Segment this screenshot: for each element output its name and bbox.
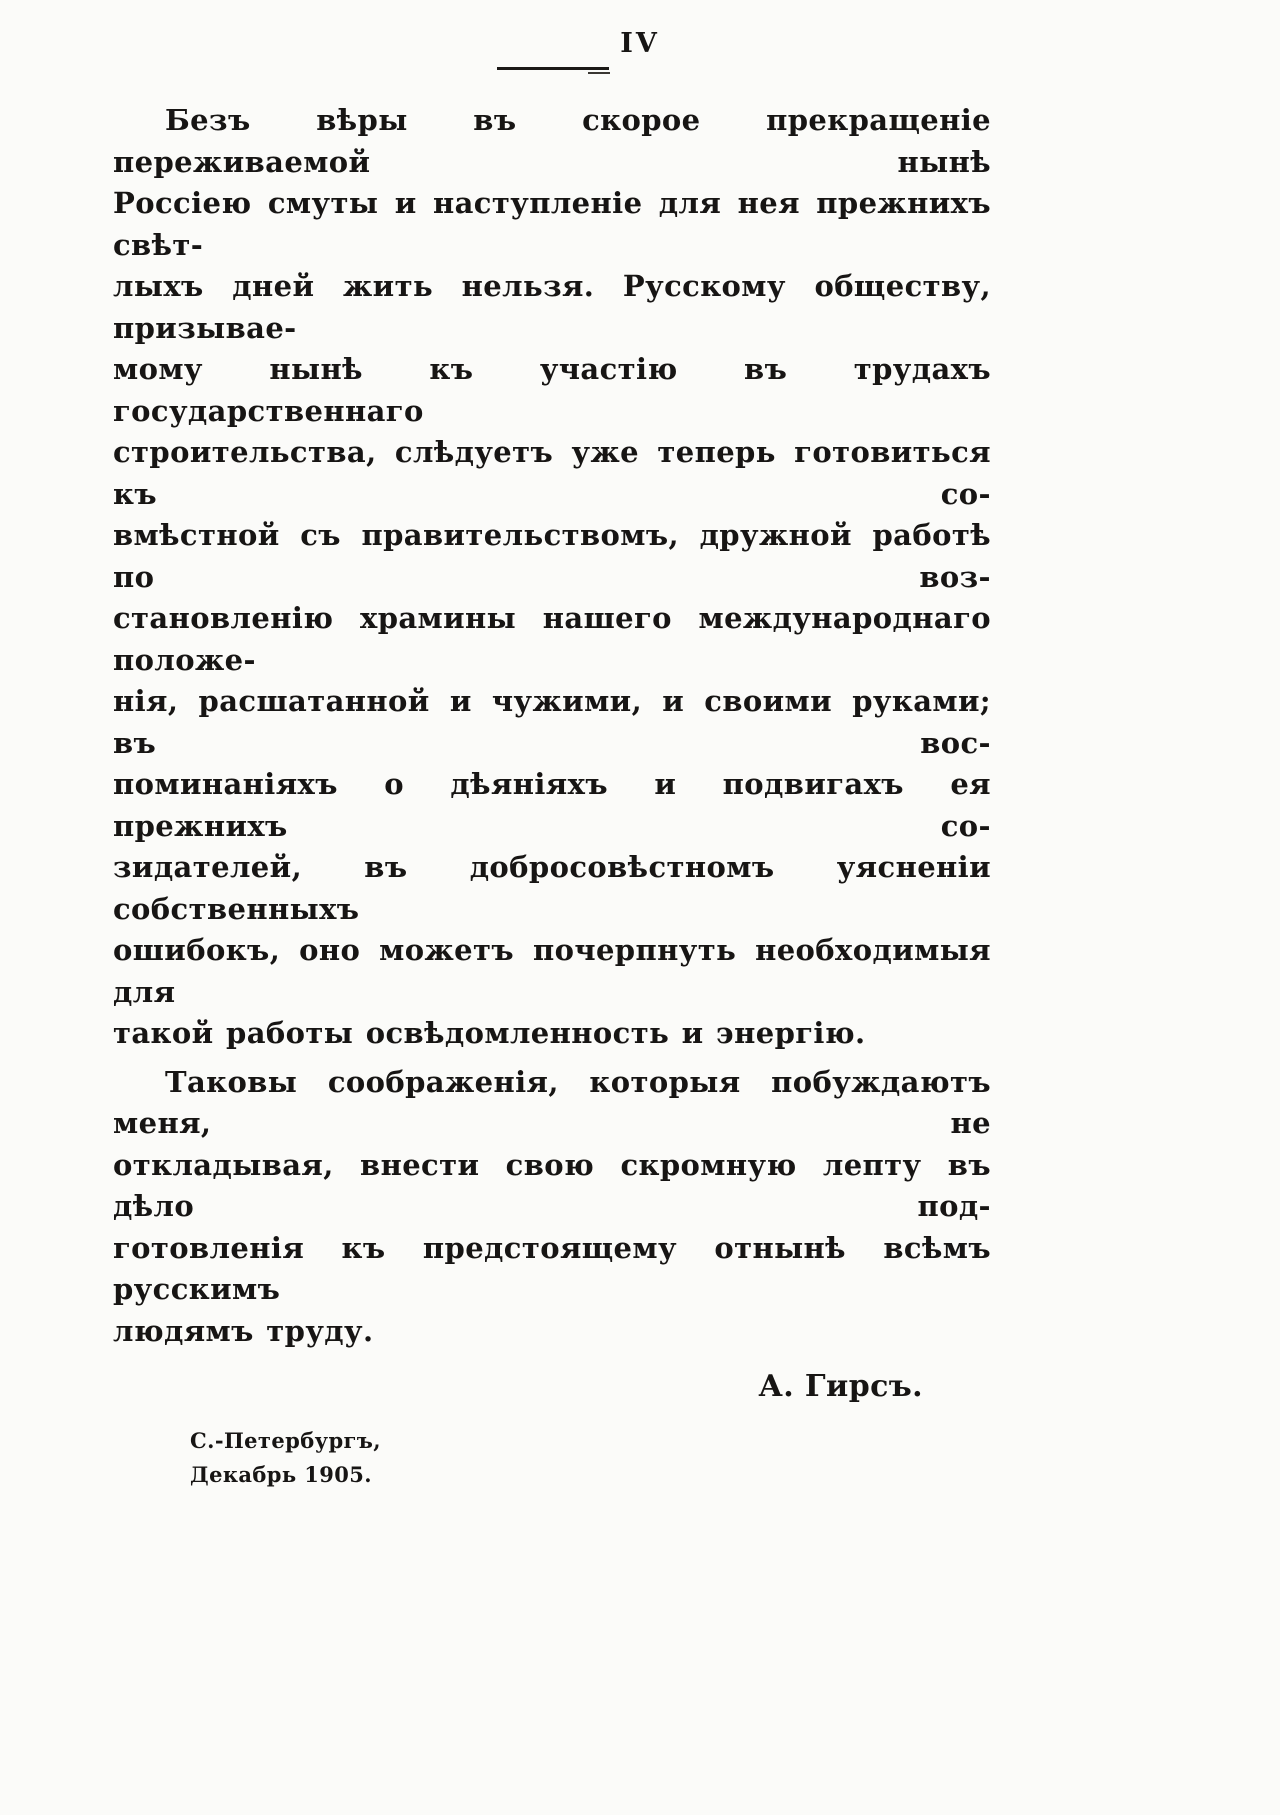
text-line: мому нынѣ къ участію въ трудахъ государственнаго	[113, 352, 991, 428]
paragraph-1	[113, 100, 991, 1055]
text-line: людямъ труду.	[113, 1313, 374, 1348]
text-line: Безъ вѣры въ скорое прекращеніе переживаемой нынѣ	[113, 103, 991, 179]
text-line: готовленія къ предстоящему отнынѣ всѣмъ русскимъ	[113, 1230, 991, 1306]
text-line: такой работы освѣдомленность и энергію.	[113, 1016, 866, 1050]
author-signature: А. Гирсъ.	[758, 1369, 923, 1404]
page-number: IV	[620, 28, 660, 59]
page-number-tick	[588, 72, 610, 74]
text-line: зидателей, въ добросовѣстномъ уясненіи собственныхъ	[113, 850, 991, 926]
text-line: нія, расшатанной и чужими, и своими руками; въ вос-	[113, 684, 991, 760]
text-line: строительства, слѣдуетъ уже теперь готовиться къ со-	[113, 435, 991, 511]
text-line: поминаніяхъ о дѣяніяхъ и подвигахъ ея прежнихъ со-	[113, 767, 991, 843]
text-line: ошибокъ, оно можетъ почерпнуть необходимыя для	[113, 933, 991, 1009]
text-line: вмѣстной съ правительствомъ, дружной работѣ по воз-	[113, 518, 991, 594]
page-number-rule	[497, 67, 609, 70]
imprint-place: С.-Петербургъ,	[190, 1427, 382, 1453]
text-block	[113, 100, 991, 1492]
text-line: откладывая, внести свою скромную лепту въ дѣло под-	[113, 1147, 991, 1223]
text-line: лыхъ дней жить нельзя. Русскому обществу, призывае-	[113, 269, 991, 345]
text-line: Россіею смуты и наступленіе для нея прежнихъ свѣт-	[113, 186, 991, 262]
text-line: Таковы соображенія, которыя побуждаютъ меня, не	[113, 1064, 991, 1140]
text-line: становленію храмины нашего международнаго положе-	[113, 601, 991, 677]
imprint-date: Декабрь 1905.	[190, 1461, 373, 1487]
imprint	[113, 1424, 991, 1492]
paragraph-2	[113, 1062, 991, 1353]
